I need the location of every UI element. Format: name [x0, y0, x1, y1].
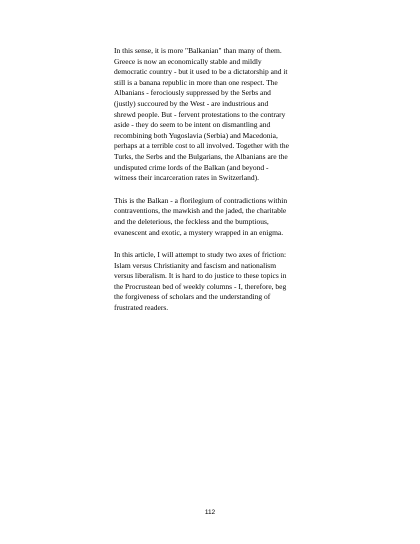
body-text [114, 46, 308, 326]
text-line: recombining both Yugoslavia (Serbia) and Macedonia, [114, 130, 278, 140]
text-line: versus liberalism. It is hard to do justice to these topics in [114, 271, 287, 281]
text-line: evanescent and exotic, a mystery wrapped in an enigma. [114, 227, 284, 237]
text-line: witness their incarceration rates in Switzerland). [114, 173, 259, 183]
page-number: 112 [204, 509, 216, 516]
text-line: (justly) succoured by the West - are industrious and [114, 98, 269, 108]
text-line: still is a banana republic in more than one respect. The [114, 77, 278, 87]
paragraph-3 [114, 250, 308, 314]
text-line: Albanians - ferociously suppressed by the Serbs and [114, 88, 271, 98]
text-line: the Procrustean bed of weekly columns - I, therefore, beg [114, 281, 287, 291]
text-line: undisputed crime lords of the Balkan (and beyond - [114, 162, 269, 172]
text-line: and the deleterious, the feckless and the bumptious, [114, 216, 269, 226]
paragraph-2 [114, 196, 308, 238]
text-line: shrewd people. But - fervent protestations to the contrary [114, 109, 286, 119]
text-line: Turks, the Serbs and the Bulgarians, the Albanians are the [114, 151, 288, 161]
text-line: Islam versus Christianity and fascism and nationalism [114, 260, 277, 270]
text-line: perhaps at a terrible cost to all involved. Together with the [114, 141, 289, 151]
text-line: This is the Balkan - a florilegium of contradictions within [114, 195, 288, 205]
text-line: In this sense, it is more "Balkanian" than many of them. [114, 46, 282, 55]
paragraph-1 [114, 46, 308, 184]
text-line: frustrated readers. [114, 303, 169, 313]
text-line: the forgiveness of scholars and the understanding of [114, 292, 271, 302]
text-line: contraventions, the mawkish and the jaded, the charitable [114, 206, 287, 216]
text-line: Greece is now an economically stable and mildly [114, 56, 262, 66]
text-line: aside - they do seem to be intent on dismantling and [114, 120, 271, 130]
text-line: In this article, I will attempt to study two axes of friction: [114, 250, 287, 260]
text-line: democratic country - but it used to be a dictatorship and it [114, 67, 288, 77]
